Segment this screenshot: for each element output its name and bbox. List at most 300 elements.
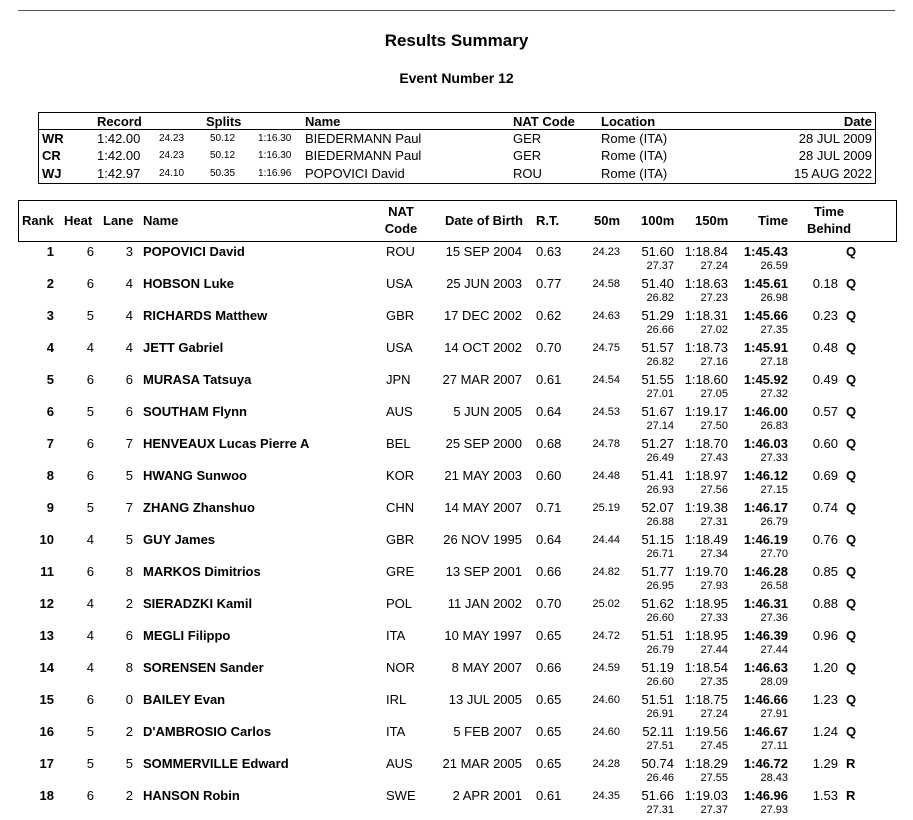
result-rank: 15 <box>39 692 54 707</box>
result-qualifier: Q <box>846 564 857 579</box>
result-nat: AUS <box>386 404 413 419</box>
result-lap-100: 26.82 <box>646 356 674 368</box>
header-100m: 100m <box>641 213 675 228</box>
result-rt: 0.60 <box>536 468 562 483</box>
result-split-50: 24.82 <box>592 566 620 578</box>
result-split-100: 51.29 <box>641 308 674 323</box>
result-behind: 0.23 <box>812 308 838 323</box>
results-header <box>18 200 897 242</box>
result-lane: 8 <box>125 564 133 579</box>
result-rt: 0.65 <box>536 628 562 643</box>
result-lap-finish: 26.83 <box>760 420 788 432</box>
result-lap-finish: 27.44 <box>760 644 788 656</box>
result-heat: 6 <box>86 244 94 259</box>
result-split-100: 51.19 <box>641 660 674 675</box>
result-nat: NOR <box>386 660 415 675</box>
result-rt: 0.71 <box>536 500 562 515</box>
result-heat: 5 <box>86 724 94 739</box>
record-code: CR <box>42 148 61 163</box>
result-row <box>0 340 913 372</box>
result-nat: ROU <box>386 244 415 259</box>
result-heat: 6 <box>86 436 94 451</box>
result-row <box>0 628 913 660</box>
result-dob: 25 JUN 2003 <box>446 276 522 291</box>
result-nat: USA <box>386 340 413 355</box>
result-nat: ITA <box>386 628 406 643</box>
result-lap-100: 26.46 <box>646 772 674 784</box>
result-behind: 0.74 <box>812 500 838 515</box>
result-heat: 5 <box>86 756 94 771</box>
result-lap-100: 26.71 <box>646 548 674 560</box>
result-split-150: 1:19.03 <box>684 788 728 803</box>
result-rt: 0.65 <box>536 692 562 707</box>
result-split-50: 24.44 <box>592 534 620 546</box>
result-lap-150: 27.24 <box>700 260 728 272</box>
result-split-50: 24.63 <box>592 310 620 322</box>
result-heat: 6 <box>86 276 94 291</box>
result-heat: 6 <box>86 372 94 387</box>
result-split-150: 1:18.75 <box>684 692 728 707</box>
result-name: ZHANG Zhanshuo <box>143 500 255 515</box>
result-split-150: 1:18.29 <box>684 756 728 771</box>
result-name: POPOVICI David <box>143 244 245 259</box>
result-qualifier: Q <box>846 404 857 419</box>
result-split-150: 1:18.54 <box>684 660 728 675</box>
result-lap-finish: 27.35 <box>760 324 788 336</box>
result-time: 1:46.96 <box>743 788 788 803</box>
result-nat: KOR <box>386 468 415 483</box>
result-name: JETT Gabriel <box>143 340 224 355</box>
result-time: 1:46.19 <box>743 532 788 547</box>
result-rt: 0.70 <box>536 340 562 355</box>
result-heat: 4 <box>86 596 94 611</box>
result-name: GUY James <box>143 532 216 547</box>
result-row <box>0 564 913 596</box>
result-lap-finish: 26.98 <box>760 292 788 304</box>
result-lane: 6 <box>125 404 133 419</box>
record-split-100: 50.35 <box>210 168 236 179</box>
result-split-100: 51.51 <box>641 628 674 643</box>
result-split-100: 51.66 <box>641 788 674 803</box>
header-nat-line1: NAT <box>388 204 414 219</box>
result-split-50: 24.28 <box>592 758 620 770</box>
result-lap-finish: 27.18 <box>760 356 788 368</box>
result-name: SOUTHAM Flynn <box>143 404 247 419</box>
result-qualifier: Q <box>846 276 857 291</box>
result-split-100: 51.67 <box>641 404 674 419</box>
result-row <box>0 724 913 756</box>
result-dob: 21 MAY 2003 <box>444 468 522 483</box>
result-qualifier: Q <box>846 596 857 611</box>
header-nat-line2: Code <box>384 221 418 236</box>
result-qualifier: Q <box>846 436 857 451</box>
result-row <box>0 756 913 788</box>
result-split-100: 51.40 <box>641 276 674 291</box>
result-lane: 2 <box>125 788 133 803</box>
header-behind-line1: Time <box>813 204 845 219</box>
result-qualifier: Q <box>846 308 857 323</box>
result-rank: 12 <box>39 596 54 611</box>
result-time: 1:46.39 <box>743 628 788 643</box>
result-split-50: 24.54 <box>592 374 620 386</box>
result-split-50: 25.19 <box>592 502 620 514</box>
result-split-150: 1:19.70 <box>684 564 728 579</box>
result-split-150: 1:18.63 <box>684 276 728 291</box>
result-lap-100: 26.79 <box>646 644 674 656</box>
result-lap-finish: 27.91 <box>760 708 788 720</box>
record-time: 1:42.00 <box>97 148 141 163</box>
record-time: 1:42.00 <box>97 131 141 146</box>
result-lap-finish: 27.70 <box>760 548 788 560</box>
header-time-behind <box>794 203 864 237</box>
record-nat: GER <box>513 148 542 163</box>
result-heat: 6 <box>86 468 94 483</box>
result-heat: 5 <box>86 308 94 323</box>
result-behind: 1.20 <box>812 660 838 675</box>
result-split-50: 24.35 <box>592 790 620 802</box>
result-lap-100: 26.66 <box>646 324 674 336</box>
result-lap-150: 27.24 <box>700 708 728 720</box>
event-number: Event Number 12 <box>399 70 514 86</box>
records-header-location: Location <box>601 114 656 129</box>
result-behind: 0.85 <box>812 564 838 579</box>
records-table <box>38 112 876 184</box>
result-heat: 4 <box>86 660 94 675</box>
result-nat: JPN <box>386 372 411 387</box>
result-lane: 0 <box>125 692 133 707</box>
result-row <box>0 372 913 404</box>
result-lane: 7 <box>125 436 133 451</box>
record-time: 1:42.97 <box>97 166 141 181</box>
result-name: SIERADZKI Kamil <box>143 596 253 611</box>
result-rt: 0.61 <box>536 372 562 387</box>
record-split-50: 24.10 <box>159 168 185 179</box>
header-time: Time <box>758 213 789 228</box>
result-split-100: 51.62 <box>641 596 674 611</box>
record-code: WJ <box>42 166 62 181</box>
result-qualifier: Q <box>846 468 857 483</box>
record-split-50: 24.23 <box>159 150 185 161</box>
result-behind: 0.60 <box>812 436 838 451</box>
result-split-100: 50.74 <box>641 756 674 771</box>
result-rank: 6 <box>46 404 54 419</box>
result-split-100: 52.07 <box>641 500 674 515</box>
result-qualifier: Q <box>846 372 857 387</box>
records-header-record: Record <box>97 114 142 129</box>
result-dob: 8 MAY 2007 <box>451 660 522 675</box>
result-qualifier: R <box>846 756 856 771</box>
result-name: HANSON Robin <box>143 788 240 803</box>
result-lap-finish: 28.09 <box>760 676 788 688</box>
records-header-nat: NAT Code <box>513 114 575 129</box>
result-rank: 13 <box>39 628 54 643</box>
record-row <box>39 165 875 183</box>
header-nat-code <box>379 203 423 237</box>
result-behind: 1.24 <box>812 724 838 739</box>
result-name: HWANG Sunwoo <box>143 468 247 483</box>
record-row <box>39 147 875 165</box>
result-lane: 5 <box>125 532 133 547</box>
result-row <box>0 596 913 628</box>
result-rank: 5 <box>46 372 54 387</box>
result-split-150: 1:19.17 <box>684 404 728 419</box>
result-split-100: 51.55 <box>641 372 674 387</box>
result-behind: 0.96 <box>812 628 838 643</box>
result-split-150: 1:19.56 <box>684 724 728 739</box>
records-header-name: Name <box>305 114 341 129</box>
result-rt: 0.65 <box>536 756 562 771</box>
result-split-50: 24.60 <box>592 694 620 706</box>
result-lap-150: 27.93 <box>700 580 728 592</box>
result-dob: 15 SEP 2004 <box>445 244 522 259</box>
result-lap-150: 27.56 <box>700 484 728 496</box>
result-time: 1:46.31 <box>743 596 788 611</box>
result-time: 1:46.12 <box>743 468 788 483</box>
result-dob: 27 MAR 2007 <box>442 372 522 387</box>
result-lap-finish: 27.36 <box>760 612 788 624</box>
result-split-50: 24.78 <box>592 438 620 450</box>
page-title: Results Summary <box>384 31 529 50</box>
result-rank: 10 <box>39 532 54 547</box>
result-split-150: 1:18.31 <box>684 308 728 323</box>
result-dob: 14 MAY 2007 <box>444 500 522 515</box>
result-rank: 17 <box>39 756 54 771</box>
result-qualifier: Q <box>846 532 857 547</box>
record-location: Rome (ITA) <box>601 166 668 181</box>
result-split-50: 24.23 <box>592 246 620 258</box>
header-heat: Heat <box>64 213 93 228</box>
result-row <box>0 436 913 468</box>
result-split-50: 24.58 <box>592 278 620 290</box>
result-heat: 4 <box>86 532 94 547</box>
result-nat: ITA <box>386 724 406 739</box>
result-split-150: 1:19.38 <box>684 500 728 515</box>
record-nat: ROU <box>513 166 542 181</box>
result-lap-finish: 27.93 <box>760 804 788 816</box>
result-rank: 14 <box>39 660 54 675</box>
result-behind: 1.29 <box>812 756 838 771</box>
result-lane: 3 <box>125 244 133 259</box>
result-lap-100: 26.82 <box>646 292 674 304</box>
result-qualifier: Q <box>846 660 857 675</box>
record-split-100: 50.12 <box>210 150 236 161</box>
record-name: POPOVICI David <box>305 166 405 181</box>
result-heat: 6 <box>86 788 94 803</box>
result-rt: 0.77 <box>536 276 562 291</box>
record-split-50: 24.23 <box>159 133 185 144</box>
result-lap-finish: 27.32 <box>760 388 788 400</box>
record-split-150: 1:16.96 <box>258 168 292 179</box>
result-lap-150: 27.50 <box>700 420 728 432</box>
result-nat: GBR <box>386 308 415 323</box>
result-time: 1:46.67 <box>743 724 788 739</box>
result-qualifier: Q <box>846 244 857 259</box>
result-rt: 0.70 <box>536 596 562 611</box>
result-lane: 6 <box>125 372 133 387</box>
result-lane: 4 <box>125 308 133 323</box>
record-date: 15 AUG 2022 <box>793 166 872 181</box>
header-rt: R.T. <box>536 213 560 228</box>
result-nat: USA <box>386 276 413 291</box>
header-lane: Lane <box>103 213 134 228</box>
header-150m: 150m <box>695 213 729 228</box>
result-rank: 8 <box>46 468 54 483</box>
result-nat: CHN <box>386 500 415 515</box>
result-split-100: 51.41 <box>641 468 674 483</box>
result-dob: 21 MAR 2005 <box>442 756 522 771</box>
record-location: Rome (ITA) <box>601 131 668 146</box>
result-lap-finish: 27.11 <box>761 740 788 752</box>
result-time: 1:45.91 <box>743 340 788 355</box>
result-lap-finish: 27.33 <box>760 452 788 464</box>
result-split-150: 1:18.60 <box>684 372 728 387</box>
result-rank: 1 <box>46 244 54 259</box>
result-rank: 18 <box>39 788 54 803</box>
header-behind-line2: Behind <box>806 221 852 236</box>
record-date: 28 JUL 2009 <box>798 148 872 163</box>
result-row <box>0 404 913 436</box>
result-behind: 1.23 <box>812 692 838 707</box>
result-split-50: 24.75 <box>592 342 620 354</box>
record-date: 28 JUL 2009 <box>798 131 872 146</box>
result-name: MURASA Tatsuya <box>143 372 252 387</box>
result-name: HOBSON Luke <box>143 276 235 291</box>
result-name: D'AMBROSIO Carlos <box>143 724 272 739</box>
result-lap-100: 27.31 <box>646 804 674 816</box>
result-behind: 0.57 <box>812 404 838 419</box>
header-dob: Date of Birth <box>445 213 523 228</box>
result-lap-150: 27.05 <box>700 388 728 400</box>
record-code: WR <box>42 131 64 146</box>
result-dob: 13 JUL 2005 <box>448 692 522 707</box>
result-lap-150: 27.35 <box>700 676 728 688</box>
records-header-splits: Splits <box>206 114 242 129</box>
result-split-100: 51.60 <box>641 244 674 259</box>
result-rank: 16 <box>39 724 54 739</box>
result-qualifier: Q <box>846 724 857 739</box>
result-time: 1:46.17 <box>743 500 788 515</box>
result-split-50: 24.60 <box>592 726 620 738</box>
result-rank: 4 <box>46 340 54 355</box>
result-rt: 0.66 <box>536 660 562 675</box>
result-heat: 6 <box>86 564 94 579</box>
result-dob: 17 DEC 2002 <box>443 308 522 323</box>
result-nat: POL <box>386 596 413 611</box>
result-row <box>0 660 913 692</box>
result-lap-100: 26.91 <box>646 708 674 720</box>
result-rt: 0.63 <box>536 244 562 259</box>
result-split-150: 1:18.95 <box>684 596 728 611</box>
result-rt: 0.62 <box>536 308 562 323</box>
header-name: Name <box>143 213 179 228</box>
result-lap-100: 27.01 <box>646 388 674 400</box>
result-time: 1:46.72 <box>743 756 788 771</box>
result-split-150: 1:18.95 <box>684 628 728 643</box>
result-qualifier: Q <box>846 692 857 707</box>
result-qualifier: R <box>846 788 856 803</box>
result-lane: 2 <box>125 596 133 611</box>
result-row <box>0 276 913 308</box>
record-location: Rome (ITA) <box>601 148 668 163</box>
result-row <box>0 244 913 276</box>
result-row <box>0 308 913 340</box>
result-lane: 5 <box>125 756 133 771</box>
result-nat: GBR <box>386 532 415 547</box>
result-lane: 5 <box>125 468 133 483</box>
result-name: SORENSEN Sander <box>143 660 264 675</box>
result-qualifier: Q <box>846 340 857 355</box>
result-dob: 14 OCT 2002 <box>444 340 522 355</box>
result-lap-150: 27.23 <box>700 292 728 304</box>
result-lap-100: 26.93 <box>646 484 674 496</box>
result-lap-100: 27.37 <box>646 260 674 272</box>
result-lap-150: 27.31 <box>700 516 728 528</box>
result-split-50: 25.02 <box>592 598 620 610</box>
result-split-100: 51.15 <box>641 532 674 547</box>
result-lap-100: 27.51 <box>646 740 674 752</box>
record-split-100: 50.12 <box>210 133 236 144</box>
result-split-100: 51.57 <box>641 340 674 355</box>
result-dob: 13 SEP 2001 <box>445 564 522 579</box>
result-dob: 10 MAY 1997 <box>444 628 522 643</box>
result-nat: SWE <box>386 788 416 803</box>
record-name: BIEDERMANN Paul <box>305 131 422 146</box>
record-row <box>39 129 875 148</box>
result-behind: 0.18 <box>812 276 838 291</box>
result-lane: 8 <box>125 660 133 675</box>
result-behind: 0.49 <box>812 372 838 387</box>
result-rt: 0.64 <box>536 404 562 419</box>
result-split-50: 24.59 <box>592 662 620 674</box>
result-name: MEGLI Filippo <box>143 628 231 643</box>
result-dob: 5 FEB 2007 <box>453 724 522 739</box>
result-lap-150: 27.43 <box>700 452 728 464</box>
result-lap-finish: 27.15 <box>760 484 788 496</box>
result-lap-150: 27.44 <box>700 644 728 656</box>
result-lap-150: 27.55 <box>700 772 728 784</box>
result-behind: 0.48 <box>812 340 838 355</box>
result-split-100: 51.77 <box>641 564 674 579</box>
result-row <box>0 500 913 532</box>
result-dob: 2 APR 2001 <box>452 788 522 803</box>
result-split-100: 51.51 <box>641 692 674 707</box>
result-split-50: 24.48 <box>592 470 620 482</box>
result-time: 1:46.63 <box>743 660 788 675</box>
record-split-150: 1:16.30 <box>258 133 292 144</box>
result-split-50: 24.72 <box>592 630 620 642</box>
top-rule <box>18 10 895 11</box>
result-lane: 7 <box>125 500 133 515</box>
result-lap-100: 26.95 <box>646 580 674 592</box>
header-rank: Rank <box>22 213 54 228</box>
result-dob: 25 SEP 2000 <box>445 436 522 451</box>
result-split-150: 1:18.49 <box>684 532 728 547</box>
result-time: 1:46.66 <box>743 692 788 707</box>
result-split-150: 1:18.97 <box>684 468 728 483</box>
result-rank: 3 <box>46 308 54 323</box>
result-lap-100: 26.60 <box>646 612 674 624</box>
result-name: MARKOS Dimitrios <box>143 564 261 579</box>
result-time: 1:45.66 <box>743 308 788 323</box>
result-rt: 0.66 <box>536 564 562 579</box>
result-rank: 9 <box>46 500 54 515</box>
records-header-date: Date <box>843 114 872 129</box>
result-behind: 0.88 <box>812 596 838 611</box>
result-lap-100: 27.14 <box>646 420 674 432</box>
result-lap-finish: 26.58 <box>760 580 788 592</box>
result-name: SOMMERVILLE Edward <box>143 756 289 771</box>
result-lap-150: 27.34 <box>700 548 728 560</box>
